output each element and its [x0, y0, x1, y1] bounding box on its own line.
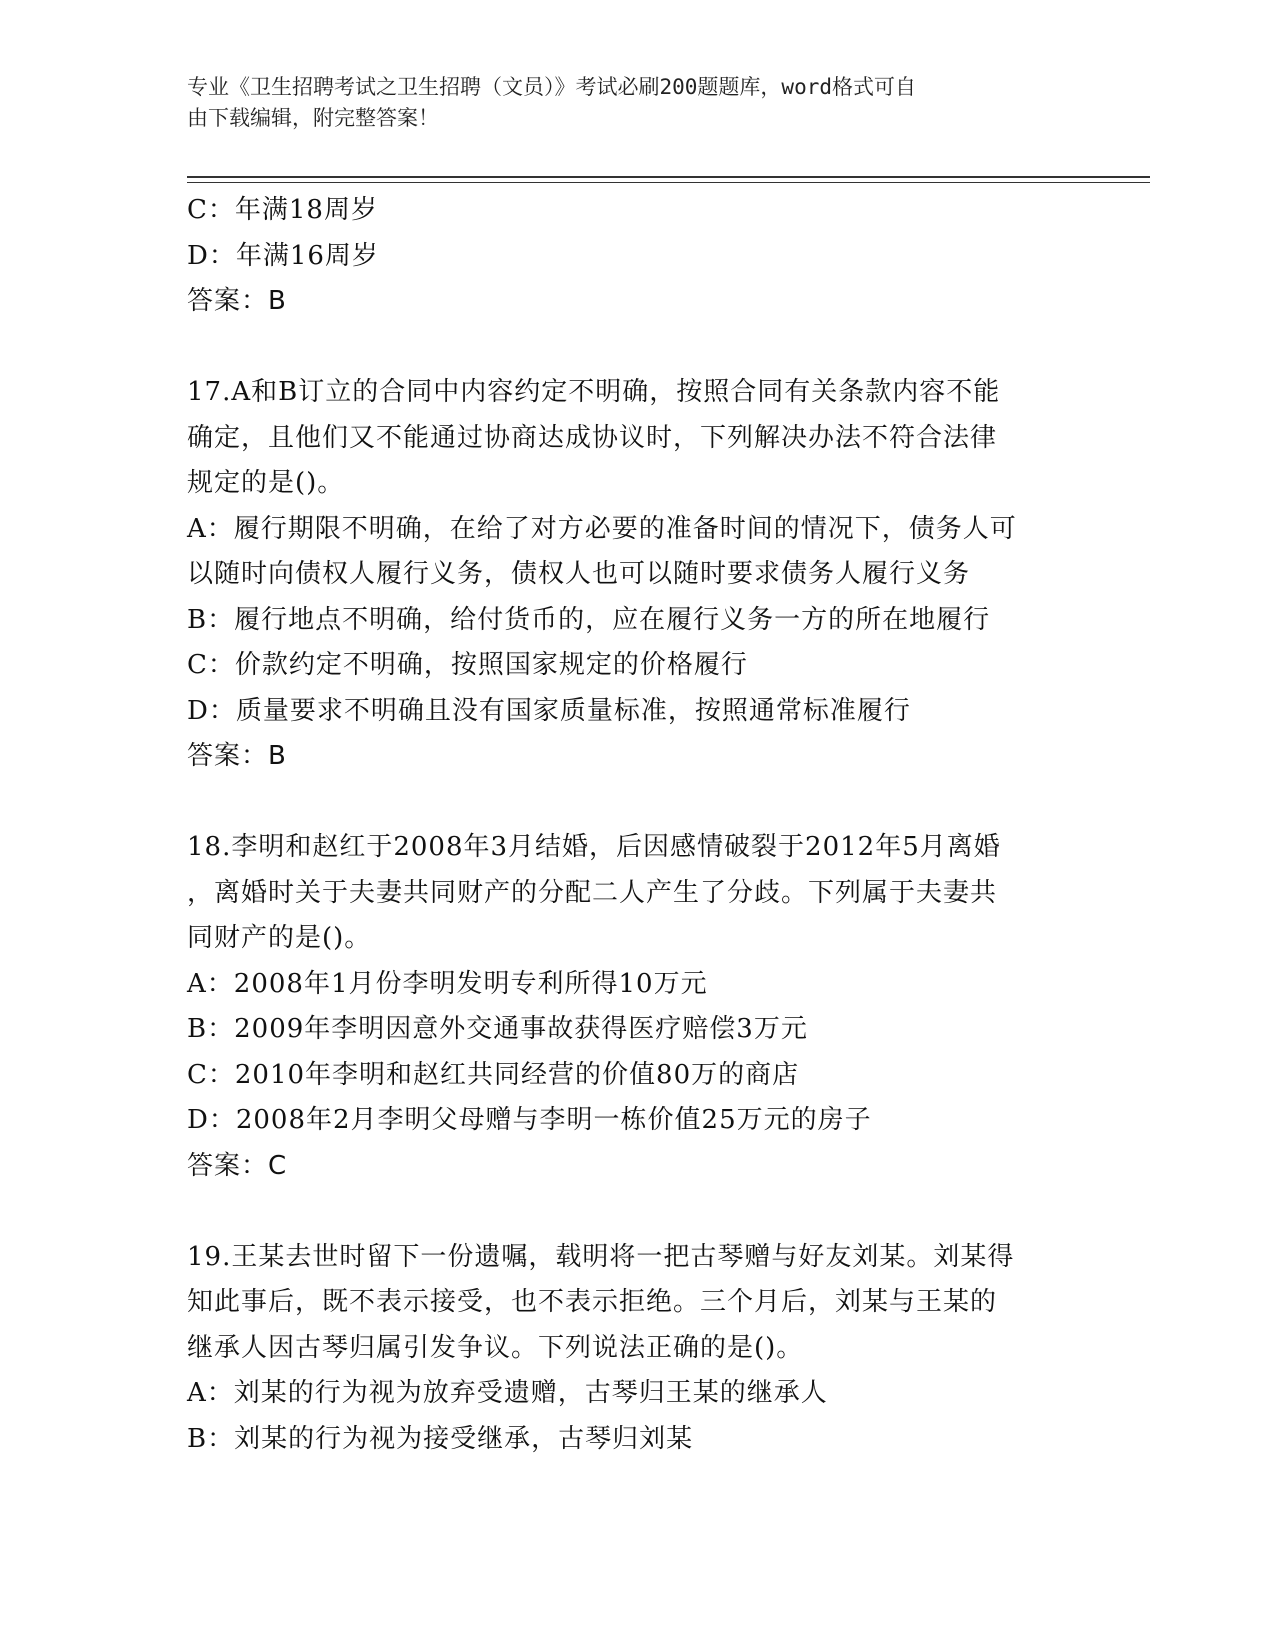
- header-line: 由下载编辑，附完整答案！: [187, 106, 439, 130]
- answer-text: 答案：C: [187, 1150, 288, 1181]
- option-text: A：履行期限不明确，在给了对方必要的准备时间的情况下，债务人可: [187, 513, 1017, 544]
- spacer: [187, 780, 1087, 826]
- option-text: B：刘某的行为视为接受继承，古琴归刘某: [187, 1423, 694, 1454]
- question-stem: 17.A和B订立的合同中内容约定不明确，按照合同有关条款内容不能: [187, 377, 1001, 407]
- option-text: C：年满18周岁: [187, 195, 378, 225]
- option-text: C：价款约定不明确，按照国家规定的价格履行: [187, 650, 748, 680]
- option-text: D：年满16周岁: [187, 240, 379, 271]
- question-stem: 继承人因古琴归属引发争议。下列说法正确的是()。: [187, 1332, 804, 1363]
- question-stem: 确定，且他们又不能通过协商达成协议时，下列解决办法不符合法律: [187, 422, 998, 453]
- question-block-19: [187, 1235, 1087, 1463]
- header-divider: [187, 176, 1150, 178]
- question-stem: 知此事后，既不表示接受，也不表示拒绝。三个月后，刘某与王某的: [187, 1287, 998, 1317]
- spacer: [187, 1189, 1087, 1235]
- option-text: B：履行地点不明确，给付货币的，应在履行义务一方的所在地履行: [187, 604, 991, 635]
- question-block-prev: [187, 188, 1087, 325]
- question-stem: 18.李明和赵红于2008年3月结婚，后因感情破裂于2012年5月离婚: [187, 832, 1001, 862]
- question-stem: 同财产的是()。: [187, 923, 372, 953]
- document-header: [187, 72, 1067, 134]
- option-text: 以随时向债权人履行义务，债权人也可以随时要求债务人履行义务: [187, 559, 971, 589]
- spacer: [187, 325, 1087, 371]
- option-text: B：2009年李明因意外交通事故获得医疗赔偿3万元: [187, 1014, 808, 1044]
- option-text: D：2008年2月李明父母赠与李明一栋价值25万元的房子: [187, 1105, 872, 1135]
- header-divider-thin: [187, 182, 1150, 183]
- document-body: [187, 188, 1087, 1462]
- question-stem: 规定的是()。: [187, 468, 345, 498]
- question-stem: 19.王某去世时留下一份遗嘱，载明将一把古琴赠与好友刘某。刘某得: [187, 1241, 1015, 1272]
- answer-text: 答案：B: [187, 741, 287, 771]
- question-block-18: [187, 825, 1087, 1189]
- header-line: 专业《卫生招聘考试之卫生招聘（文员）》考试必刷200题题库，word格式可自: [187, 75, 916, 99]
- option-text: C：2010年李明和赵红共同经营的价值80万的商店: [187, 1059, 800, 1090]
- answer-text: 答案：B: [187, 286, 287, 316]
- option-text: D：质量要求不明确且没有国家质量标准，按照通常标准履行: [187, 695, 911, 726]
- question-block-17: [187, 370, 1087, 780]
- option-text: A：2008年1月份李明发明专利所得10万元: [187, 968, 708, 999]
- question-stem: ，离婚时关于夫妻共同财产的分配二人产生了分歧。下列属于夫妻共: [187, 877, 998, 908]
- option-text: A：刘某的行为视为放弃受遗赠，古琴归王某的继承人: [187, 1378, 828, 1408]
